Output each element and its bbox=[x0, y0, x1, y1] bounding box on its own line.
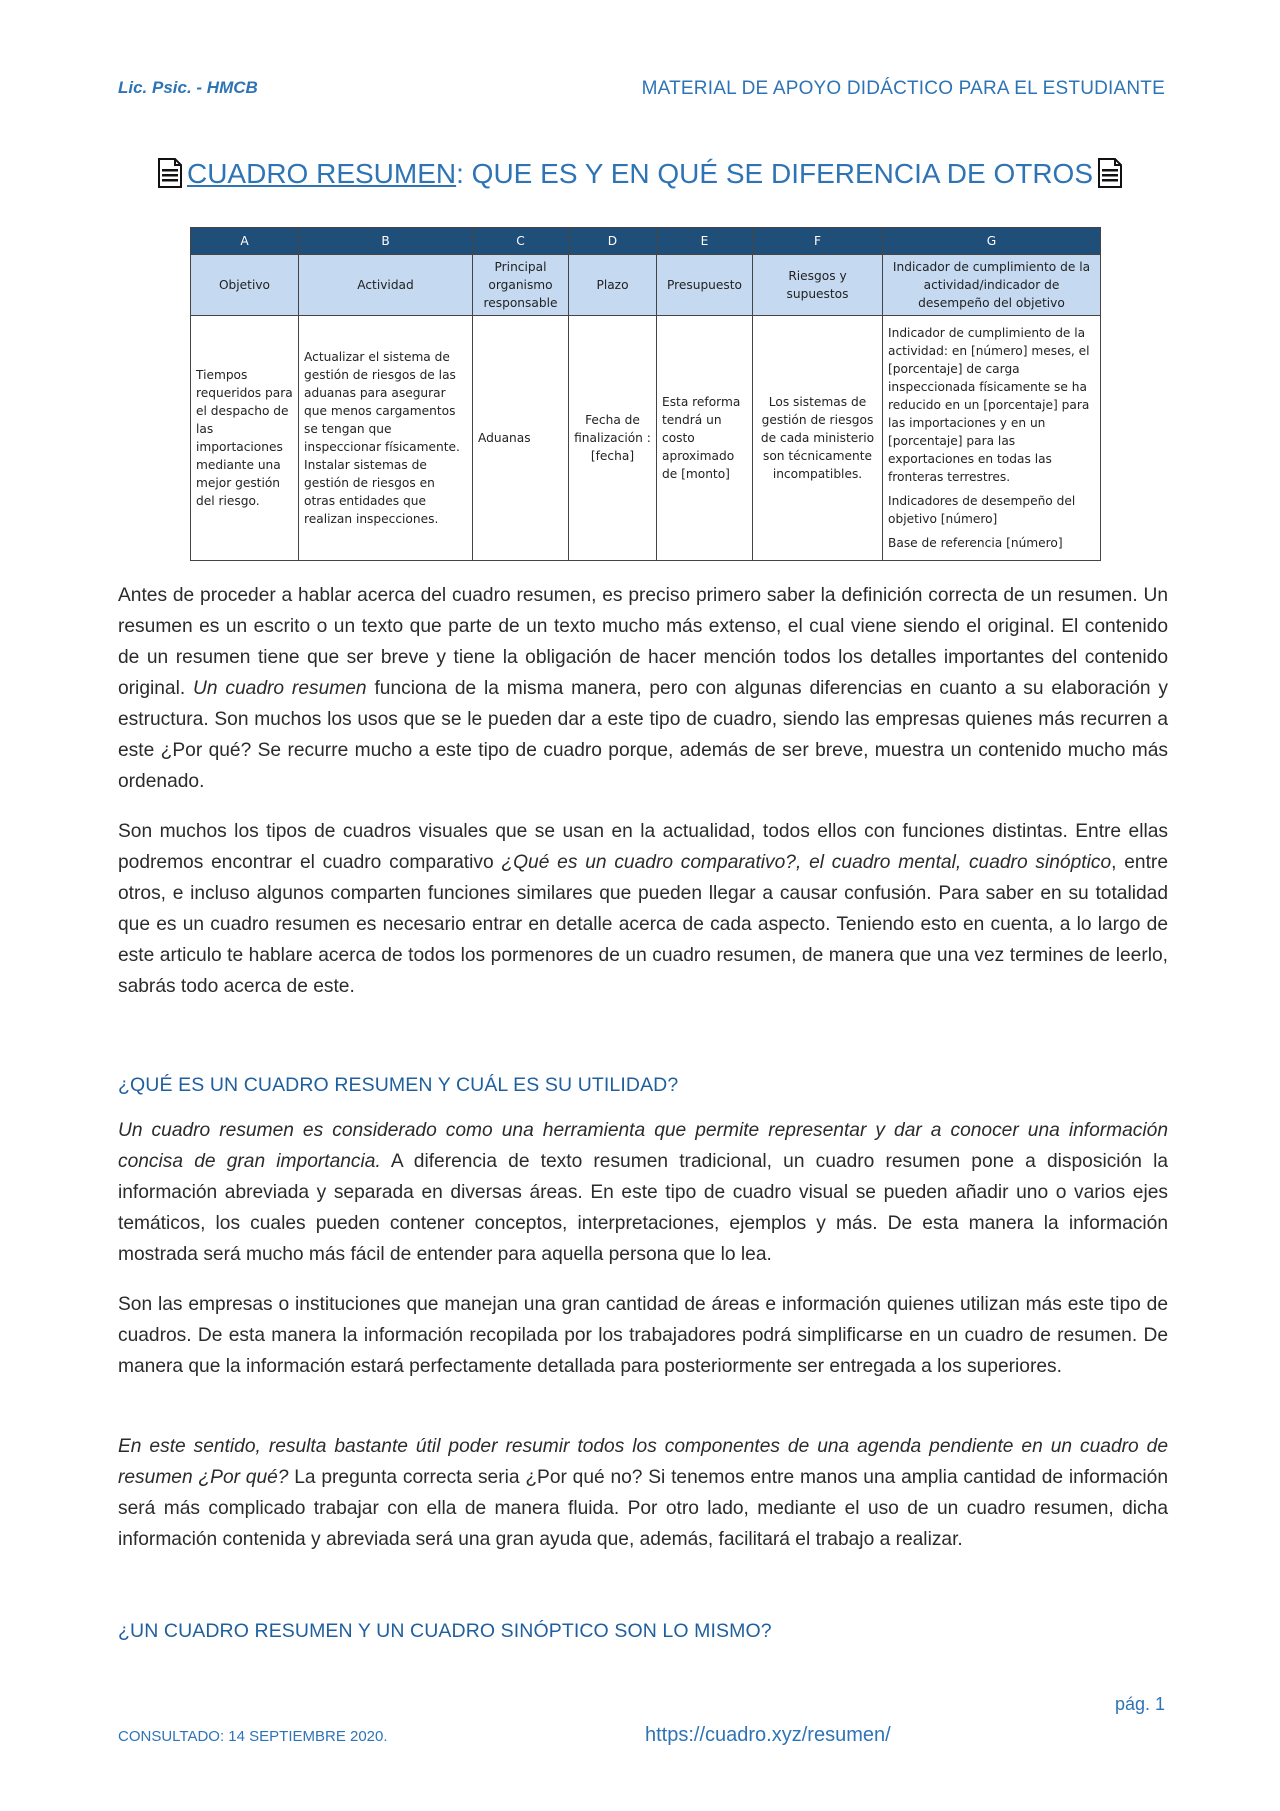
col-header: Riesgos y supuestos bbox=[753, 255, 883, 316]
cell-actividad: Actualizar el sistema de gestión de riesgos de las aduanas para asegurar que menos cargamentos se tengan que inspeccionar físicamente. Instalar sistemas de gestión de riesgos en otras entidades que realizan inspecciones. bbox=[299, 316, 473, 561]
title-rest: : QUE ES Y EN QUÉ SE DIFERENCIA DE OTROS bbox=[456, 158, 1094, 189]
cell-organismo: Aduanas bbox=[473, 316, 569, 561]
section-heading: ¿QUÉ ES UN CUADRO RESUMEN Y CUÁL ES SU UTILIDAD? bbox=[118, 1074, 679, 1096]
header-author: Lic. Psic. - HMCB bbox=[118, 78, 258, 97]
text: Antes de proceder a hablar acerca del cuadro resumen, es preciso primero saber la definición correcta de un resumen. Un resumen es un escrito o un texto que parte de un texto mucho más extenso, el cual viene siendo el original. El contenido de un resumen tiene que ser breve y tiene la obligación de hacer mención todos los detalles importantes del contenido original. bbox=[118, 585, 1168, 699]
paragraph-types bbox=[118, 816, 1168, 1002]
col-letter: B bbox=[299, 228, 473, 255]
col-letter: D bbox=[569, 228, 657, 255]
footer-url[interactable]: https://cuadro.xyz/resumen/ bbox=[645, 1724, 891, 1746]
paragraph-definition bbox=[118, 1115, 1168, 1270]
text: Son muchos los tipos de cuadros visuales que se usan en la actualidad, todos ellos con funciones distintas. Entre ellas podremos encontrar el cuadro comparativo bbox=[118, 821, 1168, 873]
section-heading: ¿UN CUADRO RESUMEN Y UN CUADRO SINÓPTICO SON LO MISMO? bbox=[118, 1620, 772, 1642]
col-header: Actividad bbox=[299, 255, 473, 316]
page-number: pág. 1 bbox=[1114, 1694, 1165, 1714]
cell-indicador bbox=[883, 316, 1101, 561]
italic-text: ¿Qué es un cuadro comparativo?, el cuadro mental, cuadro sinóptico bbox=[501, 852, 1112, 873]
col-header: Principal organismo responsable bbox=[473, 255, 569, 316]
footer-consulted: CONSULTADO: 14 SEPTIEMBRE 2020. bbox=[118, 1728, 388, 1745]
text: La pregunta correcta seria ¿Por qué no? Si tenemos entre manos una amplia cantidad de información será más complicado trabajar con ella de manera fluida. Por otro lado, mediante el uso de un cuadro resumen, dicha información contenida y abreviada será una gran ayuda que, además, facilitará el trabajo a realizar. bbox=[118, 1467, 1168, 1550]
italic-text: Un cuadro resumen bbox=[193, 678, 367, 699]
text: , entre otros, e incluso algunos comparten funciones similares que pueden llegar a causar confusión. Para saber en su totalidad que es un cuadro resumen es necesario entrar en detalle acerca de cada aspecto. Teniendo esto en cuenta, a lo largo de este articulo te hablare acerca de todos los pormenores de un cuadro resumen, de manera que una vez termines de leerlo, sabrás todo acerca de este. bbox=[118, 852, 1168, 997]
cell-objetivo: Tiempos requeridos para el despacho de las importaciones mediante una mejor gestión del riesgo. bbox=[191, 316, 299, 561]
indicador-text: Indicadores de desempeño del objetivo [número] bbox=[888, 494, 1076, 526]
italic-text: Un cuadro resumen es considerado como una herramienta que permite representar y dar a conocer una información concisa de gran importancia. bbox=[118, 1120, 1168, 1172]
title-underlined: CUADRO RESUMEN bbox=[186, 158, 457, 189]
header-subtitle: MATERIAL DE APOYO DIDÁCTICO PARA EL ESTUDIANTE bbox=[641, 78, 1165, 99]
page-title bbox=[0, 158, 1280, 195]
paragraph-companies: Son las empresas o instituciones que manejan una gran cantidad de áreas e información quienes utilizan más este tipo de cuadros. De esta manera la información recopilada por los trabajadores podrá simplificarse en un cuadro de resumen. De manera que la información estará perfectamente detallada para posteriormente ser entregada a los superiores. bbox=[118, 1294, 1168, 1377]
cell-presupuesto: Esta reforma tendrá un costo aproximado de [monto] bbox=[657, 316, 753, 561]
paragraph-intro bbox=[118, 580, 1168, 797]
cell-plazo: Fecha de finalización : [fecha] bbox=[569, 316, 657, 561]
summary-table-image bbox=[190, 227, 1100, 567]
col-header: Indicador de cumplimiento de la actividad/indicador de desempeño del objetivo bbox=[883, 255, 1101, 316]
text: A diferencia de texto resumen tradicional, un cuadro resumen pone a disposición la información abreviada y separada en diversas áreas. En este tipo de cuadro visual se pueden añadir uno o varios ejes temáticos, los cuales pueden contener conceptos, interpretaciones, ejemplos y más. De esta manera la información mostrada será mucho más fácil de entender para aquella persona que lo lea. bbox=[118, 1151, 1168, 1265]
indicador-text: Base de referencia [número] bbox=[888, 536, 1063, 550]
col-header: Presupuesto bbox=[657, 255, 753, 316]
col-letter: C bbox=[473, 228, 569, 255]
col-letter: F bbox=[753, 228, 883, 255]
summary-table bbox=[190, 227, 1101, 561]
paragraph-agenda bbox=[118, 1431, 1168, 1555]
document-icon bbox=[1097, 158, 1123, 195]
text: funciona de la misma manera, pero con algunas diferencias en cuanto a su elaboración y estructura. Son muchos los usos que se le pueden dar a este tipo de cuadro, siendo las empresas quienes más recurren a este ¿Por qué? Se recurre mucho a este tipo de cuadro porque, además de ser breve, muestra un contenido mucho más ordenado. bbox=[118, 678, 1168, 792]
col-header: Plazo bbox=[569, 255, 657, 316]
col-letter: A bbox=[191, 228, 299, 255]
cell-riesgos: Los sistemas de gestión de riesgos de cada ministerio son técnicamente incompatibles. bbox=[753, 316, 883, 561]
col-letter: E bbox=[657, 228, 753, 255]
col-letter: G bbox=[883, 228, 1101, 255]
col-header: Objetivo bbox=[191, 255, 299, 316]
document-icon bbox=[157, 158, 183, 195]
indicador-text: Indicador de cumplimiento de la actividad: en [número] meses, el [porcentaje] de carga inspeccionada físicamente se ha reducido en un [porcentaje] para las importaciones y en un [porcentaje] para las exportaciones en todas las fronteras terrestres. bbox=[888, 326, 1090, 484]
italic-text: En este sentido, resulta bastante útil poder resumir todos los componentes de una agenda pendiente en un cuadro de resumen ¿Por qué? bbox=[118, 1436, 1168, 1488]
